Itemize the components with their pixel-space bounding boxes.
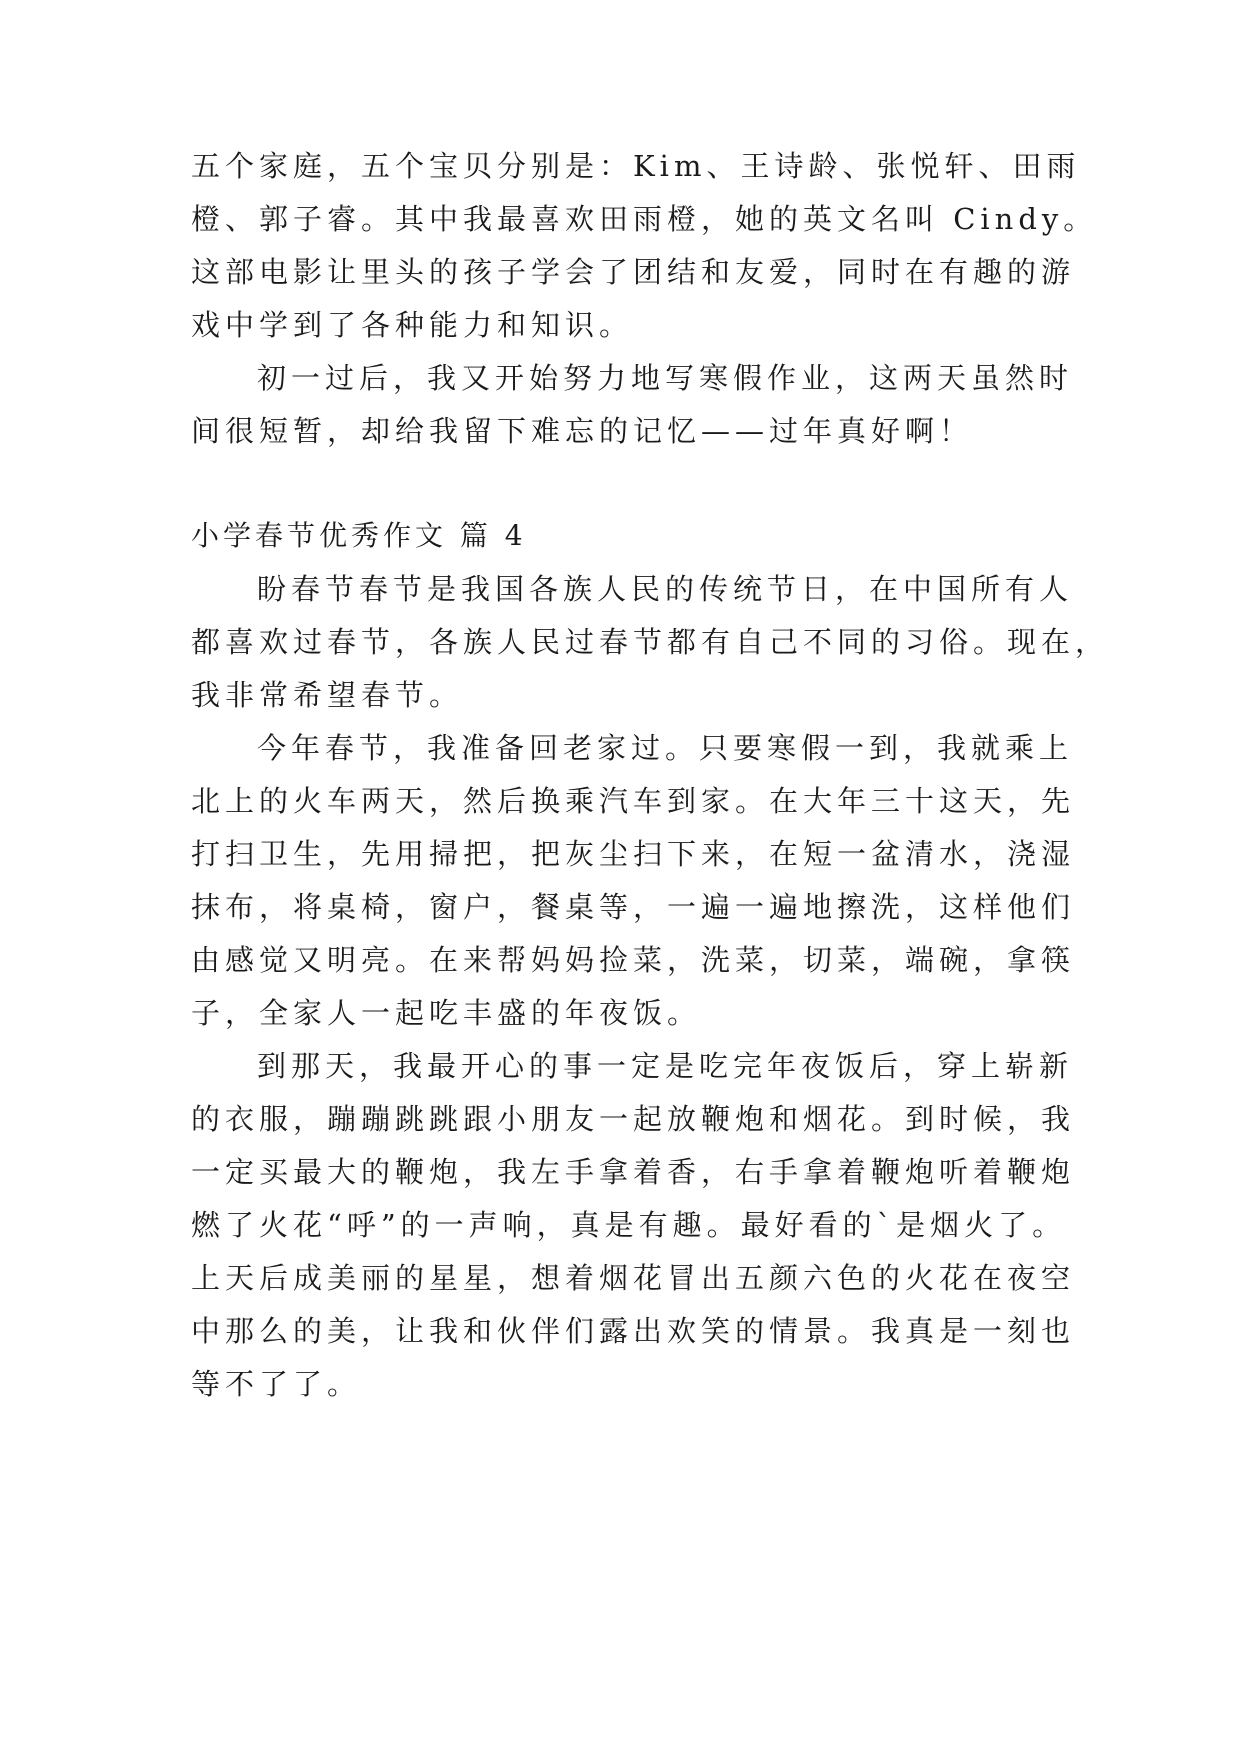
- paragraph-line: 戏中学到了各种能力和知识。: [191, 308, 634, 342]
- paragraph-line: 子，全家人一起吃丰盛的年夜饭。: [191, 996, 702, 1030]
- paragraph-line: 燃了火花“呼”的一声响，真是有趣。最好看的`是烟火了。: [191, 1208, 1067, 1242]
- paragraph-line: 我非常希望春节。: [191, 678, 464, 712]
- paragraph-line: 的衣服，蹦蹦跳跳跟小朋友一起放鞭炮和烟花。到时候，我: [191, 1102, 1076, 1136]
- section-heading: 小学春节优秀作文 篇 4: [191, 519, 527, 552]
- paragraph-line: 北上的火车两天，然后换乘汽车到家。在大年三十这天，先: [191, 784, 1076, 818]
- paragraph-line: 今年春节，我准备回老家过。只要寒假一到，我就乘上: [257, 731, 1074, 765]
- paragraph-line: 橙、郭子睿。其中我最喜欢田雨橙，她的英文名叫 Cindy。: [191, 202, 1098, 236]
- paragraph-line: 到那天，我最开心的事一定是吃完年夜饭后，穿上崭新: [257, 1049, 1074, 1083]
- paragraph-line: 抹布，将桌椅，窗户，餐桌等，一遍一遍地擦洗，这样他们: [191, 890, 1076, 924]
- paragraph-line: 打扫卫生，先用掃把，把灰尘扫下来，在短一盆清水，浇湿: [191, 837, 1076, 871]
- paragraph-line: 中那么的美，让我和伙伴们露出欢笑的情景。我真是一刻也: [191, 1314, 1076, 1348]
- paragraph-line: 由感觉又明亮。在来帮妈妈捡菜，洗菜，切菜，端碗，拿筷: [191, 943, 1076, 977]
- paragraph-line: 盼春节春节是我国各族人民的传统节日，在中国所有人: [257, 572, 1074, 606]
- paragraph-line: 五个家庭，五个宝贝分别是：Kim、王诗龄、张悦轩、田雨: [191, 149, 1081, 183]
- paragraph-line: 等不了了。: [191, 1367, 362, 1401]
- paragraph-line: 都喜欢过春节，各族人民过春节都有自己不同的习俗。现在，: [191, 625, 1110, 659]
- paragraph-line: 初一过后，我又开始努力地写寒假作业，这两天虽然时: [257, 361, 1074, 395]
- paragraph-line: 一定买最大的鞭炮，我左手拿着香，右手拿着鞭炮听着鞭炮: [191, 1155, 1076, 1189]
- paragraph-line: 上天后成美丽的星星，想着烟花冒出五颜六色的火花在夜空: [191, 1261, 1076, 1295]
- paragraph-line: 间很短暂，却给我留下难忘的记忆——过年真好啊！: [191, 414, 974, 448]
- paragraph-line: 这部电影让里头的孩子学会了团结和友爱，同时在有趣的游: [191, 255, 1076, 289]
